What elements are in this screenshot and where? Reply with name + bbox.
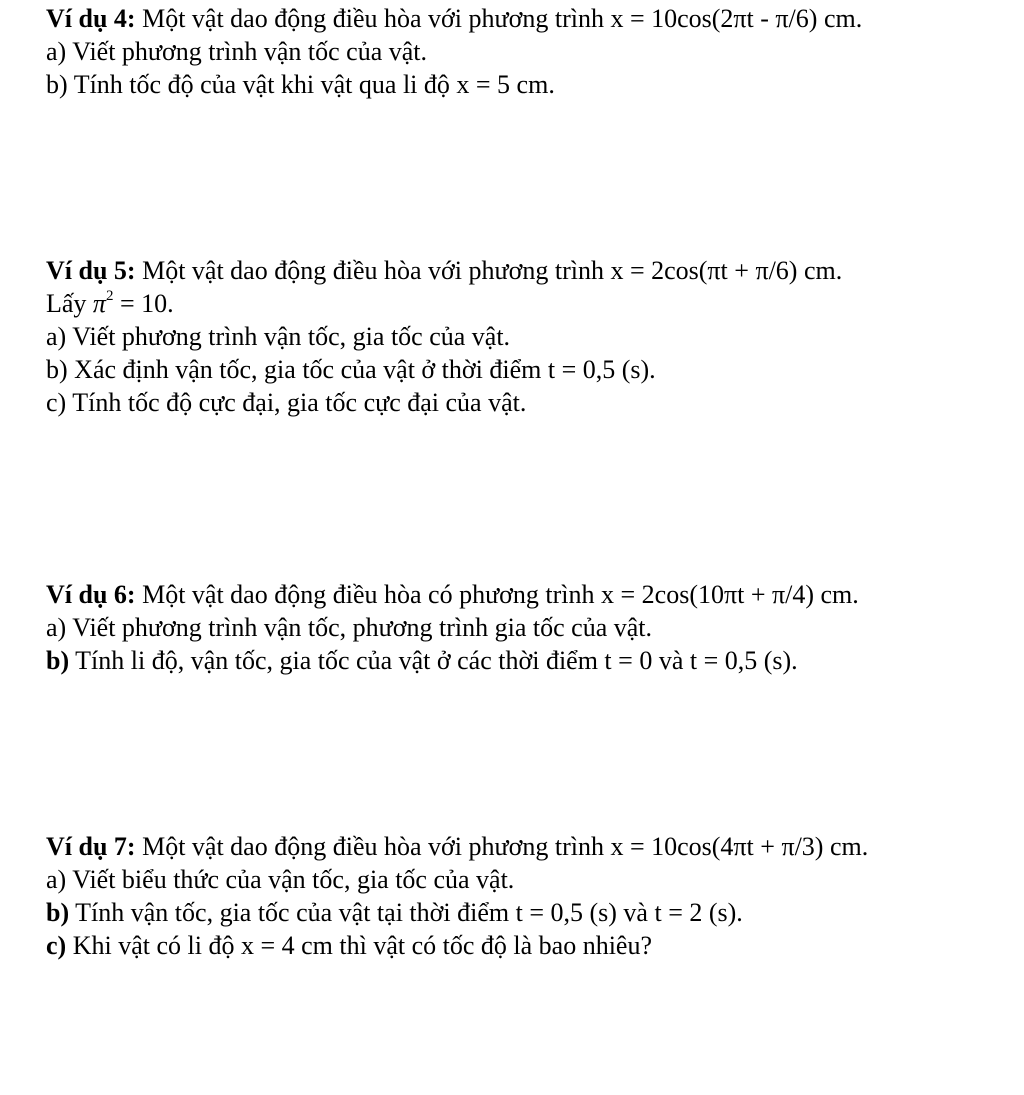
example-5-statement — [46, 254, 1016, 287]
example-7 — [46, 830, 1016, 962]
pi-symbol: π — [92, 289, 106, 318]
part-text: Viết phương trình vận tốc, gia tốc của vật. — [66, 322, 511, 351]
example-5-part-b — [46, 353, 1016, 386]
example-5-text: Một vật dao động điều hòa với phương trình x = 2cos(πt + π/6) cm. — [135, 256, 843, 285]
part-text: Tính vận tốc, gia tốc của vật tại thời điểm t = 0,5 (s) và t = 2 (s). — [69, 898, 743, 927]
part-text: Xác định vận tốc, gia tốc của vật ở thời điểm t = 0,5 (s). — [67, 355, 656, 384]
part-label: a) — [46, 865, 67, 894]
part-text: Tính li độ, vận tốc, gia tốc của vật ở các thời điểm t = 0 và t = 0,5 (s). — [69, 646, 798, 675]
example-6-label: Ví dụ 6: — [46, 580, 136, 609]
example-6-part-a — [46, 611, 1016, 644]
example-4-part-a — [46, 35, 1016, 68]
example-4-statement — [46, 2, 1016, 35]
example-7-part-b — [46, 896, 1016, 929]
example-5-part-c — [46, 386, 1016, 419]
part-label: a) — [46, 37, 67, 66]
example-7-label: Ví dụ 7: — [46, 832, 136, 861]
example-7-text: Một vật dao động điều hòa với phương trình x = 10cos(4πt + π/3) cm. — [135, 832, 869, 861]
exponent: 2 — [105, 288, 114, 305]
part-text: Tính tốc độ của vật khi vật qua li độ x = 5 cm. — [67, 70, 555, 99]
example-4-label: Ví dụ 4: — [46, 4, 136, 33]
part-text: Viết phương trình vận tốc, phương trình gia tốc của vật. — [66, 613, 653, 642]
part-label: c) — [46, 388, 67, 417]
example-7-part-c — [46, 929, 1016, 962]
example-6 — [46, 578, 1016, 677]
part-text: Viết phương trình vận tốc của vật. — [66, 37, 428, 66]
part-text: Khi vật có li độ x = 4 cm thì vật có tốc độ là bao nhiêu? — [66, 931, 653, 960]
note-prefix: Lấy — [46, 289, 93, 318]
example-6-statement — [46, 578, 1016, 611]
part-text: Viết biểu thức của vận tốc, gia tốc của vật. — [66, 865, 515, 894]
example-7-part-a — [46, 863, 1016, 896]
part-label: b) — [46, 70, 68, 99]
note-suffix: = 10. — [113, 289, 174, 318]
part-label: a) — [46, 322, 67, 351]
part-label: a) — [46, 613, 67, 642]
example-5-part-a — [46, 320, 1016, 353]
example-5 — [46, 254, 1016, 419]
example-4 — [46, 2, 1016, 101]
part-label: c) — [46, 931, 67, 960]
part-label: b) — [46, 355, 68, 384]
example-5-note — [46, 287, 1016, 320]
example-7-statement — [46, 830, 1016, 863]
part-label: b) — [46, 898, 70, 927]
example-6-part-b — [46, 644, 1016, 677]
part-text: Tính tốc độ cực đại, gia tốc cực đại của vật. — [66, 388, 527, 417]
example-6-text: Một vật dao động điều hòa có phương trình x = 2cos(10πt + π/4) cm. — [135, 580, 859, 609]
example-4-text: Một vật dao động điều hòa với phương trình x = 10cos(2πt - π/6) cm. — [135, 4, 863, 33]
example-4-part-b — [46, 68, 1016, 101]
example-5-label: Ví dụ 5: — [46, 256, 136, 285]
part-label: b) — [46, 646, 70, 675]
